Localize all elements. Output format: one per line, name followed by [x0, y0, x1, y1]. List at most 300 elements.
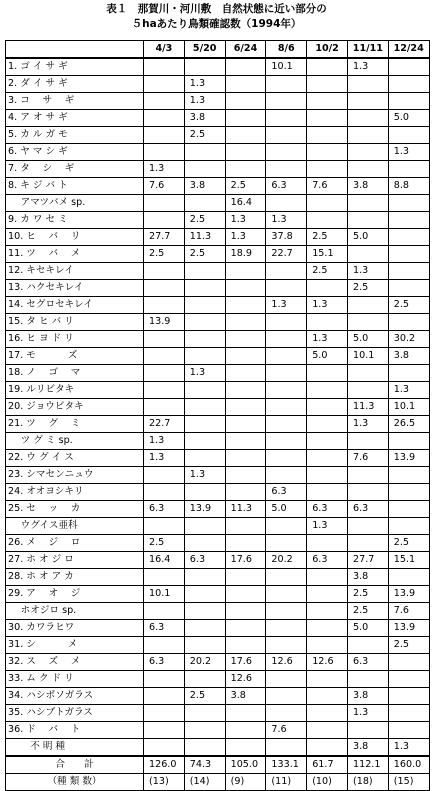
count-cell: [225, 348, 266, 365]
count-cell: (10): [307, 774, 348, 791]
count-cell: 3.8: [225, 688, 266, 705]
count-cell: [266, 569, 307, 586]
count-cell: [307, 416, 348, 433]
count-cell: [347, 637, 388, 654]
count-cell: [225, 76, 266, 93]
count-cell: [184, 348, 225, 365]
species-name-cell: ウグイス亜科: [6, 518, 144, 535]
count-cell: 27.7: [347, 552, 388, 569]
count-cell: 74.3: [184, 756, 225, 774]
count-cell: 22.7: [144, 416, 185, 433]
species-name-cell: アマツバメ sp.: [6, 195, 144, 212]
count-cell: (18): [347, 774, 388, 791]
table-row: [6, 263, 430, 280]
count-cell: [388, 365, 429, 382]
count-cell: [307, 671, 348, 688]
count-cell: [266, 416, 307, 433]
count-cell: 13.9: [388, 450, 429, 467]
count-cell: [266, 161, 307, 178]
table-row: [6, 484, 430, 501]
count-cell: [225, 331, 266, 348]
count-cell: 5.0: [347, 331, 388, 348]
table-row: [6, 637, 430, 654]
count-cell: 30.2: [388, 331, 429, 348]
count-cell: 27.7: [144, 229, 185, 246]
count-cell: [184, 263, 225, 280]
count-cell: [225, 314, 266, 331]
count-cell: [347, 212, 388, 229]
table-row: [6, 110, 430, 127]
count-cell: 37.8: [266, 229, 307, 246]
count-cell: [307, 161, 348, 178]
count-cell: [388, 246, 429, 263]
species-name-cell: 4. ア オ サ ギ: [6, 110, 144, 127]
count-cell: [144, 297, 185, 314]
count-cell: [388, 229, 429, 246]
count-cell: 6.3: [307, 552, 348, 569]
count-cell: [266, 688, 307, 705]
count-cell: [347, 246, 388, 263]
count-cell: [184, 433, 225, 450]
table-row: [6, 144, 430, 161]
count-cell: 5.0: [266, 501, 307, 518]
count-cell: 3.8: [184, 178, 225, 195]
count-cell: [266, 348, 307, 365]
count-cell: [144, 348, 185, 365]
count-cell: [388, 671, 429, 688]
table-row: [6, 416, 430, 433]
count-cell: [347, 671, 388, 688]
count-cell: 2.5: [144, 246, 185, 263]
count-cell: 8.8: [388, 178, 429, 195]
species-name-cell: 21. ツ グ ミ: [6, 416, 144, 433]
species-name-cell: 33. ム ク ド リ: [6, 671, 144, 688]
table-row: [6, 569, 430, 586]
count-cell: 13.9: [144, 314, 185, 331]
count-cell: 6.3: [144, 501, 185, 518]
count-cell: 1.3: [388, 382, 429, 399]
table-row: [6, 739, 430, 757]
count-cell: [347, 195, 388, 212]
count-cell: 3.8: [347, 688, 388, 705]
count-cell: 5.0: [347, 620, 388, 637]
count-cell: 13.9: [388, 620, 429, 637]
species-name-cell: 7. タ シ ギ: [6, 161, 144, 178]
count-cell: 10.1: [347, 348, 388, 365]
count-cell: 2.5: [184, 246, 225, 263]
table-row: [6, 535, 430, 552]
species-name-cell: 合 計: [6, 756, 144, 774]
count-cell: [266, 280, 307, 297]
count-cell: [307, 722, 348, 739]
species-name-cell: 18. ノ ゴ マ: [6, 365, 144, 382]
count-cell: [225, 93, 266, 110]
count-cell: [307, 212, 348, 229]
count-cell: [184, 518, 225, 535]
count-cell: [266, 467, 307, 484]
table-row: [6, 671, 430, 688]
count-cell: [266, 433, 307, 450]
count-cell: 160.0: [388, 756, 429, 774]
table-row: [6, 365, 430, 382]
table-row: [6, 654, 430, 671]
table-row: [6, 195, 430, 212]
table-row: [6, 246, 430, 263]
species-count-row: [6, 774, 430, 791]
table-row: [6, 705, 430, 722]
count-cell: 1.3: [225, 212, 266, 229]
count-cell: 12.6: [307, 654, 348, 671]
count-cell: [307, 110, 348, 127]
species-name-cell: 15. タ ヒ バ リ: [6, 314, 144, 331]
count-cell: [347, 161, 388, 178]
count-cell: [347, 297, 388, 314]
count-cell: [184, 416, 225, 433]
count-cell: 2.5: [144, 535, 185, 552]
count-cell: [144, 331, 185, 348]
count-cell: [388, 93, 429, 110]
count-cell: [144, 93, 185, 110]
header-date: 6/24: [225, 41, 266, 59]
table-row: [6, 93, 430, 110]
count-cell: 7.6: [307, 178, 348, 195]
count-cell: [225, 58, 266, 76]
table-row: [6, 127, 430, 144]
count-cell: [184, 620, 225, 637]
count-cell: 6.3: [266, 484, 307, 501]
count-cell: 2.5: [388, 297, 429, 314]
species-name-cell: 16. ヒ ヨ ド リ: [6, 331, 144, 348]
count-cell: [184, 280, 225, 297]
count-cell: [184, 603, 225, 620]
count-cell: [184, 722, 225, 739]
table-row: [6, 399, 430, 416]
count-cell: 6.3: [347, 654, 388, 671]
species-name-cell: 2. ダ イ サ ギ: [6, 76, 144, 93]
count-cell: [307, 76, 348, 93]
count-cell: [307, 365, 348, 382]
count-cell: [388, 501, 429, 518]
count-cell: [144, 569, 185, 586]
species-name-cell: 12. キセキレイ: [6, 263, 144, 280]
count-cell: [225, 603, 266, 620]
count-cell: 2.5: [388, 637, 429, 654]
count-cell: [225, 280, 266, 297]
count-cell: [225, 127, 266, 144]
count-cell: 7.6: [144, 178, 185, 195]
table-row: [6, 688, 430, 705]
species-name-cell: 34. ハシボソガラス: [6, 688, 144, 705]
species-name-cell: 28. ホ オ ア カ: [6, 569, 144, 586]
count-cell: [144, 739, 185, 757]
count-cell: [225, 722, 266, 739]
count-cell: [225, 399, 266, 416]
count-cell: [144, 518, 185, 535]
count-cell: [184, 739, 225, 757]
count-cell: [266, 535, 307, 552]
count-cell: 6.3: [307, 501, 348, 518]
species-name-cell: 32. ス ズ メ: [6, 654, 144, 671]
count-cell: 1.3: [266, 297, 307, 314]
table-row: [6, 161, 430, 178]
count-cell: 12.6: [225, 671, 266, 688]
count-cell: [307, 484, 348, 501]
count-cell: [347, 93, 388, 110]
count-cell: 2.5: [347, 586, 388, 603]
count-cell: [266, 76, 307, 93]
species-name-cell: 24. オオヨシキリ: [6, 484, 144, 501]
count-cell: 61.7: [307, 756, 348, 774]
count-cell: 1.3: [144, 433, 185, 450]
count-cell: [144, 637, 185, 654]
count-cell: [388, 467, 429, 484]
count-cell: [266, 671, 307, 688]
count-cell: [347, 467, 388, 484]
count-cell: [225, 382, 266, 399]
count-cell: [347, 382, 388, 399]
count-cell: 1.3: [184, 365, 225, 382]
count-cell: [144, 467, 185, 484]
count-cell: [144, 705, 185, 722]
count-cell: [307, 688, 348, 705]
count-cell: [388, 688, 429, 705]
count-cell: [388, 518, 429, 535]
count-cell: 11.3: [225, 501, 266, 518]
count-cell: [307, 399, 348, 416]
count-cell: [144, 195, 185, 212]
count-cell: [184, 314, 225, 331]
count-cell: [184, 671, 225, 688]
count-cell: [307, 467, 348, 484]
count-cell: [307, 58, 348, 76]
count-cell: 13.9: [184, 501, 225, 518]
count-cell: [307, 739, 348, 757]
count-cell: [388, 195, 429, 212]
count-cell: 3.8: [347, 178, 388, 195]
species-name-cell: 10. ヒ バ リ: [6, 229, 144, 246]
table-row: [6, 314, 430, 331]
species-name-cell: 1. ゴ イ サ ギ: [6, 58, 144, 76]
table-row: [6, 212, 430, 229]
count-cell: (13): [144, 774, 185, 791]
count-cell: [347, 722, 388, 739]
count-cell: [184, 535, 225, 552]
count-cell: [225, 297, 266, 314]
count-cell: [225, 637, 266, 654]
count-cell: [347, 518, 388, 535]
count-cell: 20.2: [266, 552, 307, 569]
table-row: [6, 433, 430, 450]
species-name-cell: 9. カ ワ セ ミ: [6, 212, 144, 229]
species-name-cell: 不 明 種: [6, 739, 144, 757]
count-cell: 1.3: [307, 518, 348, 535]
count-cell: [225, 365, 266, 382]
count-cell: [347, 314, 388, 331]
count-cell: [225, 586, 266, 603]
count-cell: [225, 161, 266, 178]
species-name-cell: 14. セグロセキレイ: [6, 297, 144, 314]
count-cell: [388, 58, 429, 76]
count-cell: 6.3: [144, 654, 185, 671]
count-cell: [266, 144, 307, 161]
header-date: 5/20: [184, 41, 225, 59]
header-date: 10/2: [307, 41, 348, 59]
species-name-cell: 27. ホ オ ジ ロ: [6, 552, 144, 569]
count-cell: [347, 535, 388, 552]
count-cell: [184, 637, 225, 654]
count-cell: 10.1: [388, 399, 429, 416]
header-species: [6, 41, 144, 59]
count-cell: 1.3: [347, 416, 388, 433]
table-row: [6, 450, 430, 467]
species-name-cell: ツ グ ミ sp.: [6, 433, 144, 450]
count-cell: 7.6: [388, 603, 429, 620]
count-cell: [184, 161, 225, 178]
species-name-cell: 30. カワラヒワ: [6, 620, 144, 637]
count-cell: 6.3: [184, 552, 225, 569]
count-cell: [144, 212, 185, 229]
count-cell: 10.1: [266, 58, 307, 76]
species-name-cell: 29. ア オ ジ: [6, 586, 144, 603]
count-cell: [388, 569, 429, 586]
count-cell: [144, 365, 185, 382]
species-name-cell: 17. モ ズ: [6, 348, 144, 365]
count-cell: [225, 110, 266, 127]
count-cell: [184, 399, 225, 416]
count-cell: [266, 331, 307, 348]
count-cell: [307, 535, 348, 552]
count-cell: [184, 195, 225, 212]
count-cell: [225, 484, 266, 501]
count-cell: [225, 450, 266, 467]
count-cell: 16.4: [225, 195, 266, 212]
count-cell: 1.3: [144, 450, 185, 467]
count-cell: [266, 263, 307, 280]
count-cell: [225, 518, 266, 535]
count-cell: [266, 314, 307, 331]
count-cell: 1.3: [388, 739, 429, 757]
table-row: [6, 501, 430, 518]
count-cell: 15.1: [388, 552, 429, 569]
species-name-cell: 26. メ ジ ロ: [6, 535, 144, 552]
count-cell: [307, 569, 348, 586]
count-cell: [266, 603, 307, 620]
count-cell: 3.8: [388, 348, 429, 365]
count-cell: [225, 739, 266, 757]
count-cell: [225, 620, 266, 637]
count-cell: 5.0: [347, 229, 388, 246]
count-cell: 3.8: [347, 739, 388, 757]
header-date: 4/3: [144, 41, 185, 59]
count-cell: 1.3: [225, 229, 266, 246]
count-cell: 17.6: [225, 654, 266, 671]
count-cell: 5.0: [307, 348, 348, 365]
count-cell: [307, 195, 348, 212]
count-cell: [388, 212, 429, 229]
count-cell: [266, 739, 307, 757]
count-cell: [307, 382, 348, 399]
count-cell: 1.3: [307, 331, 348, 348]
count-cell: 2.5: [388, 535, 429, 552]
count-cell: 6.3: [266, 178, 307, 195]
count-cell: [388, 654, 429, 671]
count-cell: [184, 297, 225, 314]
count-cell: 105.0: [225, 756, 266, 774]
count-cell: [144, 671, 185, 688]
count-cell: [144, 688, 185, 705]
count-cell: [144, 382, 185, 399]
header-date: 11/11: [347, 41, 388, 59]
count-cell: [307, 93, 348, 110]
species-name-cell: 25. セ ッ カ: [6, 501, 144, 518]
table-row: [6, 58, 430, 76]
count-cell: [184, 569, 225, 586]
species-name-cell: 13. ハクセキレイ: [6, 280, 144, 297]
count-cell: [225, 467, 266, 484]
count-cell: [266, 637, 307, 654]
species-name-cell: 11. ツ バ メ: [6, 246, 144, 263]
count-cell: [307, 127, 348, 144]
count-cell: [144, 110, 185, 127]
count-cell: 12.6: [266, 654, 307, 671]
count-cell: 1.3: [184, 467, 225, 484]
count-cell: [144, 399, 185, 416]
count-cell: [266, 620, 307, 637]
count-cell: [388, 433, 429, 450]
count-cell: 3.8: [184, 110, 225, 127]
species-name-cell: 23. シマセンニュウ: [6, 467, 144, 484]
count-cell: [225, 705, 266, 722]
table-row: [6, 229, 430, 246]
count-cell: [307, 433, 348, 450]
count-cell: [347, 484, 388, 501]
count-cell: 18.9: [225, 246, 266, 263]
count-cell: [144, 58, 185, 76]
count-cell: [388, 127, 429, 144]
count-cell: 15.1: [307, 246, 348, 263]
count-cell: [184, 586, 225, 603]
count-cell: [184, 58, 225, 76]
table-row: [6, 552, 430, 569]
count-cell: 1.3: [266, 212, 307, 229]
count-cell: 22.7: [266, 246, 307, 263]
count-cell: [388, 280, 429, 297]
count-cell: 1.3: [347, 263, 388, 280]
count-cell: [225, 569, 266, 586]
count-cell: 1.3: [388, 144, 429, 161]
count-cell: [266, 110, 307, 127]
species-name-cell: 35. ハシブトガラス: [6, 705, 144, 722]
count-cell: [388, 263, 429, 280]
count-cell: 10.1: [144, 586, 185, 603]
count-cell: [225, 535, 266, 552]
count-cell: 11.3: [184, 229, 225, 246]
count-cell: [144, 603, 185, 620]
species-name-cell: ホオジロ sp.: [6, 603, 144, 620]
count-cell: 133.1: [266, 756, 307, 774]
header-row: [6, 41, 430, 59]
count-cell: [266, 450, 307, 467]
table-row: [6, 280, 430, 297]
count-cell: [266, 382, 307, 399]
table-row: [6, 603, 430, 620]
count-cell: [266, 365, 307, 382]
count-cell: [144, 76, 185, 93]
count-cell: [184, 331, 225, 348]
count-cell: [307, 314, 348, 331]
header-date: 12/24: [388, 41, 429, 59]
count-cell: [388, 314, 429, 331]
